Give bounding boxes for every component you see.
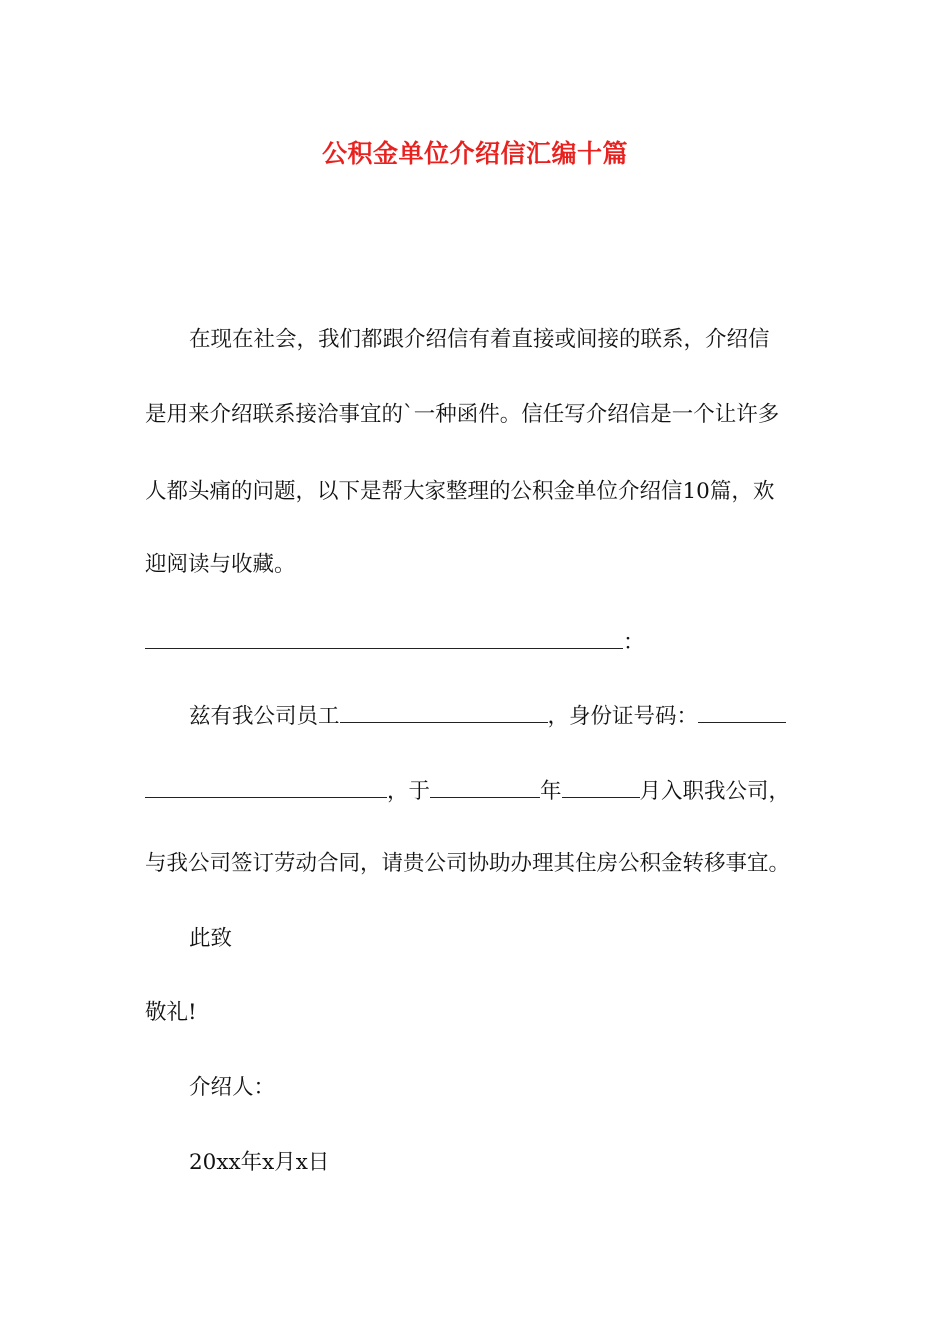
month-blank bbox=[562, 775, 640, 798]
intro-line-4: 迎阅读与收藏。 bbox=[145, 552, 296, 577]
intro-line-1: 在现在社会，我们都跟介绍信有着直接或间接的联系，介绍信 bbox=[189, 327, 770, 352]
id-number-blank-end bbox=[145, 775, 387, 798]
closing-1: 此致 bbox=[189, 926, 233, 951]
intro-line-2: 是用来介绍联系接洽事宜的`一种函件。信任写介绍信是一个让许多 bbox=[145, 402, 780, 427]
letter-body-line-2 bbox=[145, 775, 810, 807]
body-text-at: ，于 bbox=[387, 779, 431, 804]
body-text-employee: 兹有我公司员工 bbox=[189, 704, 340, 729]
addressee-colon: ： bbox=[623, 630, 645, 655]
letter-body-line-3: 与我公司签订劳动合同，请贵公司协助办理其住房公积金转移事宜。 bbox=[145, 851, 791, 876]
employee-name-blank bbox=[340, 700, 548, 723]
body-text-month: 月入职我公司， bbox=[639, 779, 791, 804]
addressee-blank bbox=[145, 626, 623, 649]
addressee-line bbox=[145, 626, 810, 658]
body-text-year: 年 bbox=[540, 779, 562, 804]
document-title: 公积金单位介绍信汇编十篇 bbox=[321, 139, 628, 168]
body-text-id: ，身份证号码： bbox=[547, 704, 699, 729]
id-number-blank-start bbox=[698, 700, 786, 723]
closing-2: 敬礼! bbox=[145, 1000, 197, 1025]
year-blank bbox=[430, 775, 540, 798]
letter-date: 20xx年x月x日 bbox=[189, 1150, 330, 1175]
introducer-label: 介绍人： bbox=[189, 1075, 276, 1100]
intro-line-3: 人都头痛的问题，以下是帮大家整理的公积金单位介绍信10篇，欢 bbox=[145, 479, 775, 504]
letter-body-line-1 bbox=[189, 700, 810, 732]
